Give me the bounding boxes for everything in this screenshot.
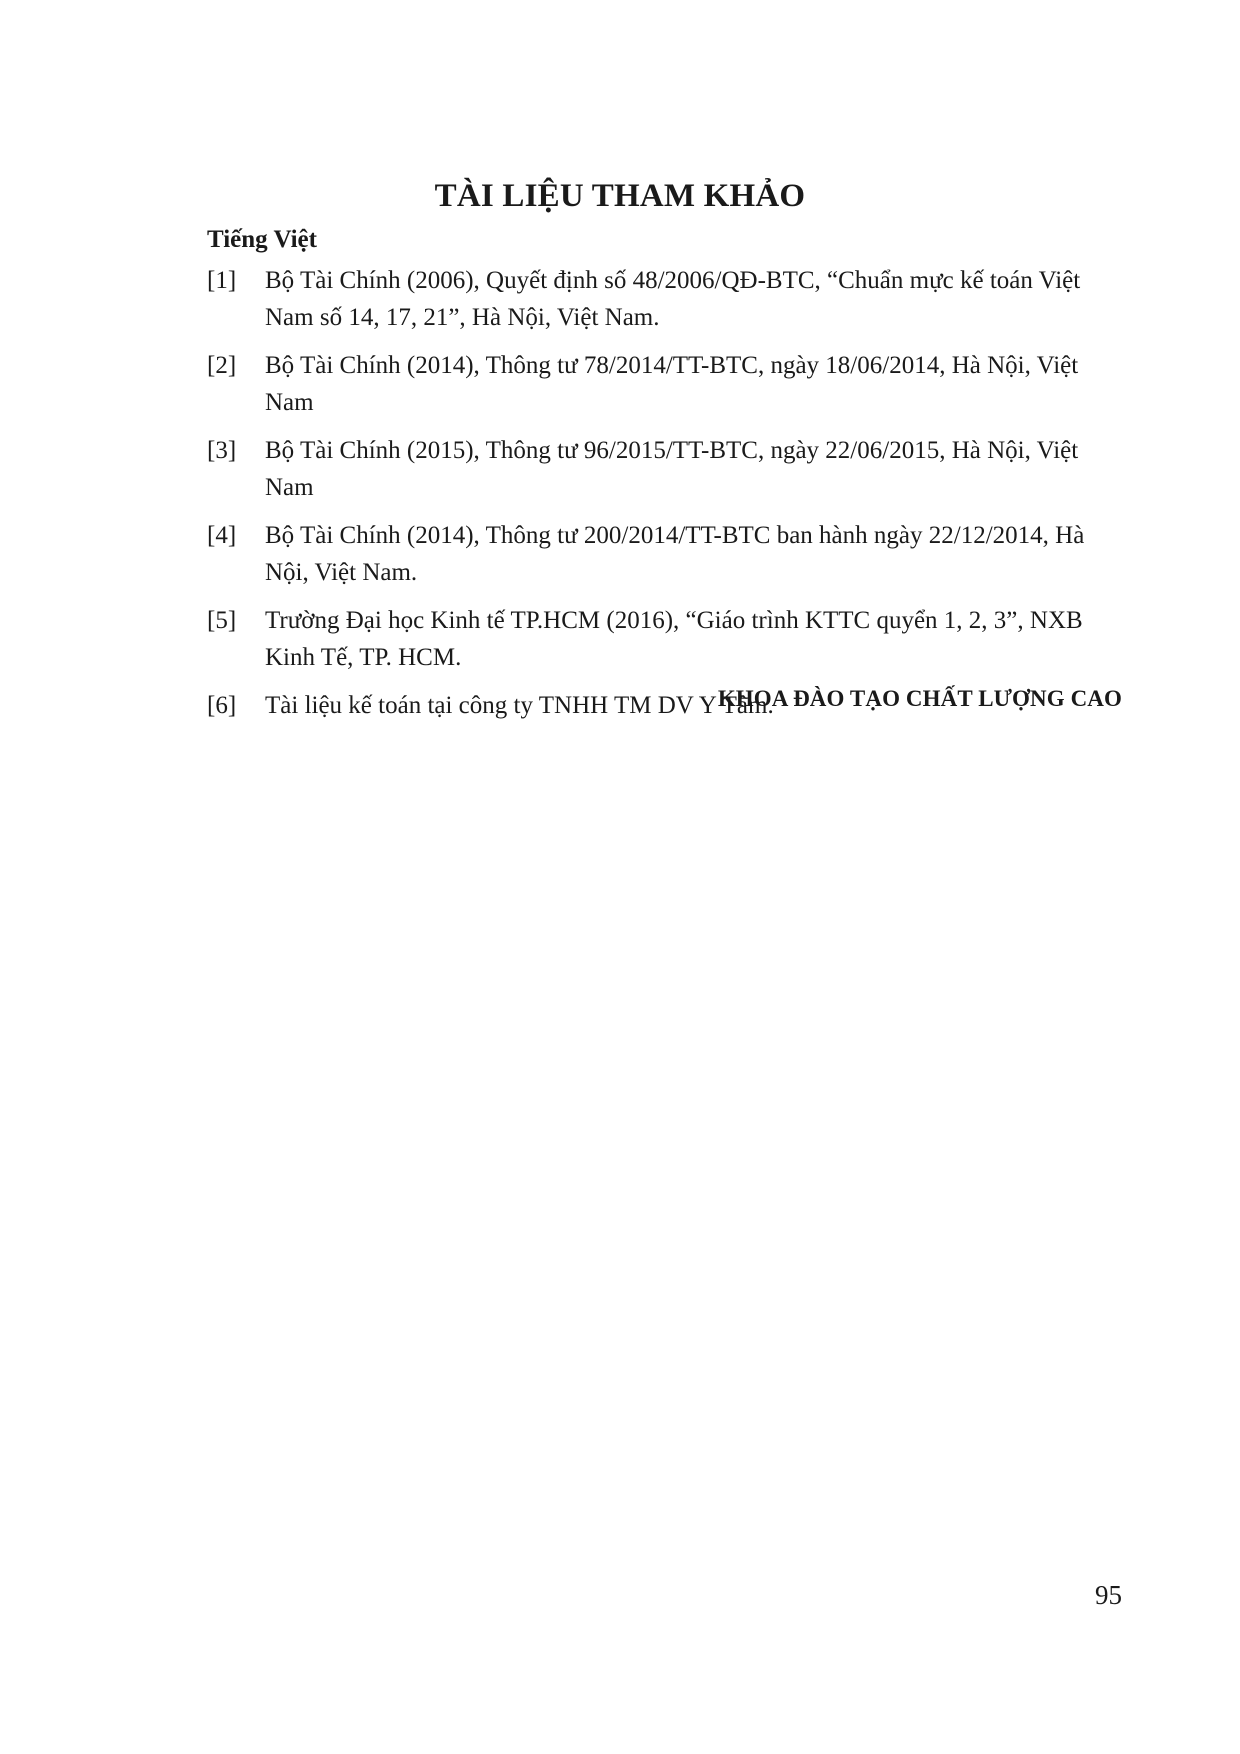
- reference-text: Bộ Tài Chính (2014), Thông tư 78/2014/TT-BTC, ngày 18/06/2014, Hà Nội, Việt Nam: [265, 352, 1079, 416]
- reference-text: Bộ Tài Chính (2006), Quyết định số 48/2006/QĐ-BTC, “Chuẩn mực kế toán Việt Nam số 14, 17, 21”, Hà Nội, Việt Nam.: [265, 267, 1081, 331]
- reference-item: [207, 262, 1127, 336]
- reference-number: [4]: [207, 522, 237, 549]
- reference-number: [5]: [207, 607, 237, 634]
- reference-item: [207, 347, 1127, 421]
- reference-text: Bộ Tài Chính (2014), Thông tư 200/2014/TT-BTC ban hành ngày 22/12/2014, Hà Nội, Việt Nam.: [265, 522, 1085, 586]
- section-heading: Tiếng Việt: [207, 226, 317, 253]
- reference-list: [207, 262, 1127, 735]
- reference-item: [207, 602, 1127, 676]
- reference-item: [207, 432, 1127, 506]
- reference-text: Tài liệu kế toán tại công ty TNHH TM DV Y Tâm.: [265, 692, 774, 719]
- faculty-footer: KHOA ĐÀO TẠO CHẤT LƯỢNG CAO: [717, 686, 1122, 711]
- page-number: 95: [1095, 1580, 1122, 1610]
- reference-number: [6]: [207, 692, 237, 719]
- reference-number: [3]: [207, 437, 237, 464]
- reference-item: [207, 517, 1127, 591]
- reference-number: [1]: [207, 267, 237, 294]
- reference-text: Bộ Tài Chính (2015), Thông tư 96/2015/TT-BTC, ngày 22/06/2015, Hà Nội, Việt Nam: [265, 437, 1079, 501]
- page-title: TÀI LIỆU THAM KHẢO: [434, 178, 806, 214]
- reference-text: Trường Đại học Kinh tế TP.HCM (2016), “Giáo trình KTTC quyển 1, 2, 3”, NXB Kinh Tế, TP. HCM.: [265, 607, 1083, 671]
- reference-number: [2]: [207, 352, 237, 379]
